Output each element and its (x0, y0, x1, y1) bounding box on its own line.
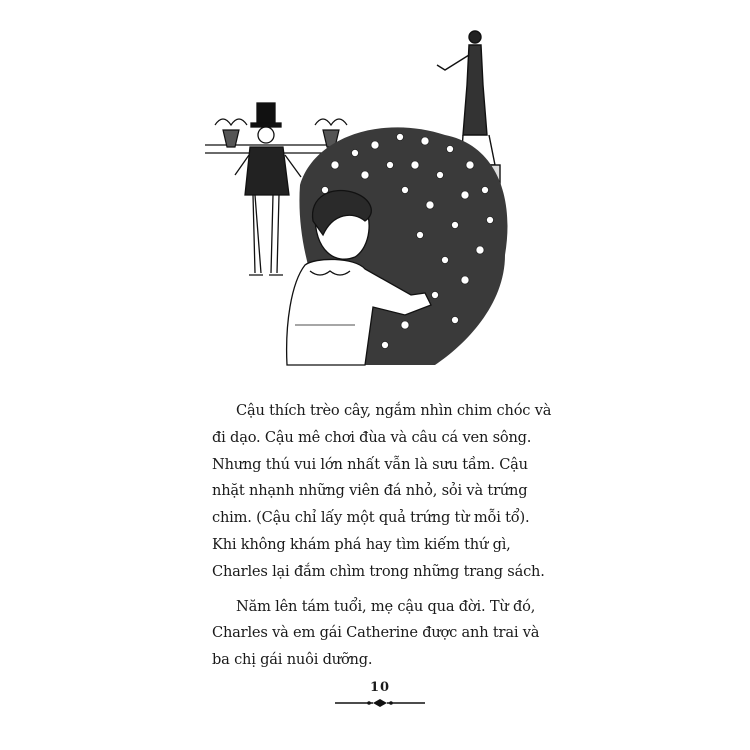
paragraph: Cậu thích trèo cây, ngắm nhìn chim chóc và đi dạo. Cậu mê chơi đùa và câu cá ven sông. Nhưng thú vui lớn nhất vẫn là sưu tầm. Cậu nhặt nhạnh những viên đá nhỏ, sỏi và trứng chim. (Cậu chỉ lấy một quả trứng từ mỗi tổ). Khi không khám phá hay tìm kiếm thứ gì, Charles lại đắm chìm trong những trang sách. (212, 402, 552, 580)
man-in-top-hat (235, 103, 301, 275)
paragraph: Năm lên tám tuổi, mẹ cậu qua đời. Từ đó, Charles và em gái Catherine được anh trai và ba chị gái nuôi dưỡng. (212, 597, 540, 669)
page-footer (330, 680, 430, 708)
boy-in-garden-illustration (205, 25, 535, 385)
body-text (212, 398, 557, 674)
page-divider-ornament (335, 698, 425, 708)
page-number: 10 (369, 680, 391, 695)
